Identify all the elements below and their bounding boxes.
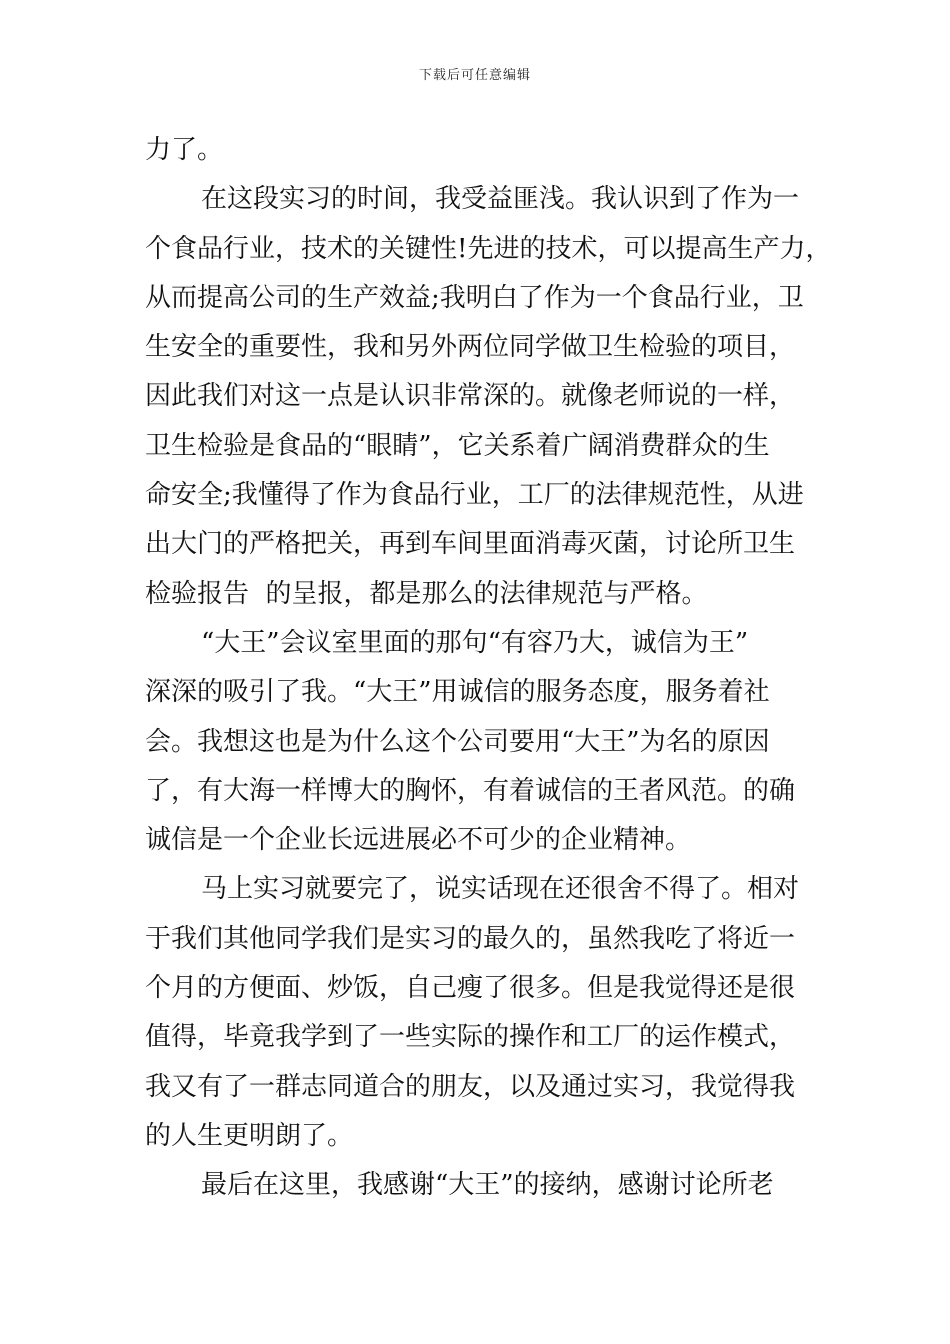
text-line: 深深的吸引了我。“大王”用诚信的服务态度，服务着社 (145, 677, 770, 708)
text-line: 因此我们对这一点是认识非常深的。就像老师说的一样， (145, 381, 796, 412)
text-line: 从而提高公司的生产效益;我明白了作为一个食品行业，卫 (145, 282, 804, 313)
paragraph-start-line: 马上实习就要完了，说实话现在还很舍不得了。相对 (201, 874, 800, 905)
text-line: 力了。 (145, 135, 224, 165)
text-line: 于我们其他同学我们是实习的最久的，虽然我吃了将近一 (145, 923, 796, 954)
text-line: 生安全的重要性，我和另外两位同学做卫生检验的项目， (145, 332, 796, 363)
text-line: 个食品行业，技术的关键性!先进的技术，可以提高生产力， (145, 233, 832, 264)
text-line: 卫生检验是食品的“眼睛”，它关系着广阔消费群众的生 (145, 430, 770, 461)
page-header: 下载后可任意编辑 (418, 68, 531, 83)
text-line: 个月的方便面、炒饭，自己瘦了很多。但是我觉得还是很 (145, 973, 796, 1004)
text-line: 诚信是一个企业长远进展必不可少的企业精神。 (145, 825, 692, 856)
text-line: 检验报告 的呈报，都是那么的法律规范与严格。 (145, 578, 708, 609)
text-line: 出大门的严格把关，再到车间里面消毒灭菌，讨论所卫生 (145, 529, 796, 560)
text-line: 了，有大海一样博大的胸怀，有着诚信的王者风范。的确 (145, 775, 796, 806)
text-line: 我又有了一群志同道合的朋友，以及通过实习，我觉得我 (145, 1071, 796, 1102)
text-line: 会。我想这也是为什么这个公司要用“大王”为名的原因 (145, 726, 770, 757)
paragraph-start-line: “大王”会议室里面的那句“有容乃大，诚信为王” (201, 627, 749, 658)
text-line: 的人生更明朗了。 (145, 1120, 354, 1151)
text-line: 命安全;我懂得了作为食品行业，工厂的法律规范性，从进 (145, 480, 804, 511)
document-body (145, 126, 835, 1211)
paragraph-start-line: 在这段实习的时间，我受益匪浅。我认识到了作为一 (201, 184, 800, 215)
paragraph-start-line: 最后在这里，我感谢“大王”的接纳，感谢讨论所老 (201, 1170, 774, 1201)
text-line: 值得，毕竟我学到了一些实际的操作和工厂的运作模式， (145, 1022, 796, 1053)
